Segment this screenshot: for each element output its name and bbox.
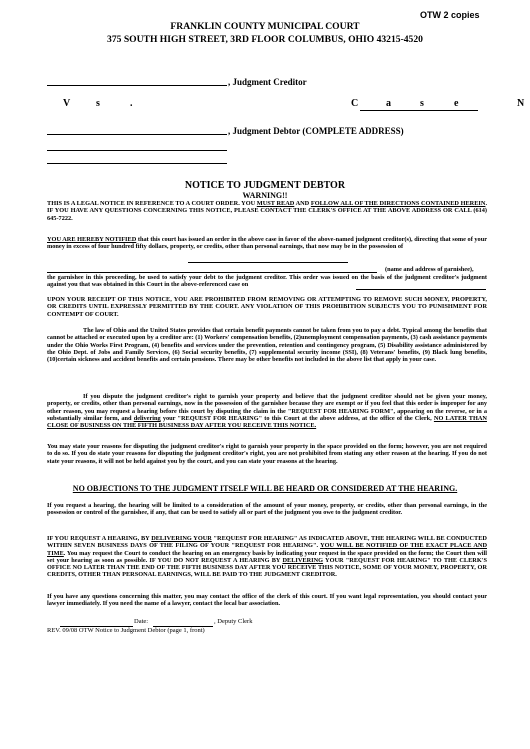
request-hearing-paragraph: IF YOU REQUEST A HEARING, BY DELIVERING YOUR "REQUEST FOR HEARING" AS INDICATED ABOVE, THE HEARING WILL BE CONDUCTED WITHIN SEVEN BUSINESS DAYS OF THE FILING OF YOUR "REQUEST FOR HEARING". YOU WILL BE NOTIFIED OF THE EXACT PLACE AND TIME. You may request the Court to conduct the hearing on an emergency basis by indicating your request in the space provided on the form; the Court then will set your hearing as soon as possible. IF YOU DO NOT REQUEST A HEARING BY DELIVERING YOUR "REQUEST FOR HEARING" TO THE CLERK'S OFFICE NO LATER THAN THE END OF THE FIFTH BUSINESS DAY AFTER YOU RECEIVE THIS NOTICE, SOME OF YOUR MONEY, PROPERTY, OR CREDITS, OTHER THAN PERSONAL EARNINGS, WILL BE PAID TO THE JUDGMENT CREDITOR. (47, 535, 487, 579)
warning-paragraph: THIS IS A LEGAL NOTICE IN REFERENCE TO A COURT ORDER. YOU MUST READ AND FOLLOW ALL OF THE DIRECTIONS CONTAINED HEREIN. IF YOU HAVE ANY QUESTIONS CONCERNING THIS NOTICE, PLEASE CONTACT THE CLERK'S OFFICE AT THE ABOVE ADDRESS OR CALL (614) 645-7222. (47, 200, 488, 222)
case-number-line[interactable] (360, 110, 478, 111)
court-name: FRANKLIN COUNTY MUNICIPAL COURT (170, 21, 360, 32)
garnishee-paragraph: the garnishee in this proceeding, be used to satisfy your debt to the judgment creditor. This order was issued on the basis of the judgment creditor's judgment against you that was obtained in this Court in the above-referenced case on (47, 274, 487, 289)
reasons-paragraph: You may state your reasons for disputing the judgment creditor's right to garnish your property in the space provided on the form; however, you are not required to do so. If you do state your reasons for disputing the judgment creditor's right, you are not prohibited from stating any other reason at the hearing. If you do not state your reasons, it will not be held against you by the court, and you can state your reasons at the hearing. (47, 443, 487, 465)
dispute-paragraph: If you dispute the judgment creditor's right to garnish your property and believe that the judgment creditor should not be given your money, property, or credits, other than personal earnings, now in the possession of the garnishee because they are exempt or if you feel that this order is improper for any other reason, you may request a hearing before this court by disputing the claim in the "REQUEST FOR HEARING FORM", appearing on the reverse, or in a substantially similar form, and delivering your "REQUEST FOR HEARING" to this Court at the above address, at the office of the Clerk, NO LATER THAN CLOSE OF BUSINESS ON THE FIFTH BUSINESS DAY AFTER YOU RECEIVE THIS NOTICE. (47, 393, 487, 430)
notice-warning-heading: WARNING!! (242, 191, 288, 200)
deputy-clerk-label: , Deputy Clerk (214, 618, 253, 625)
garnishee-name-line[interactable] (47, 272, 377, 273)
judgment-debtor-line[interactable] (47, 134, 227, 135)
exemptions-paragraph: The law of Ohio and the United States provides that certain benefit payments cannot be taken from you to pay a debt. Typical among the benefits that cannot be attached or executed upon by a creditor are: (1) Workers' compensation benefits, (2)unemployment compensation payments, (3) cash assistance payments under the Ohio Works First Program, (4) benefits and services under the prevention, retention and contingency program, (5) Disability assistance administered by the Ohio Dept. of Jobs and Family Services, (6) Social security benefits, (7) supplemental security income (SSI), (8) Veterans' benefits, (9) Black lung benefits, (10)certain sickness and accident benefits and certain pensions. There may be other benefits not included in the above list that apply in your case. (47, 327, 487, 364)
garnishee-possession-line[interactable] (188, 262, 348, 263)
notified-paragraph: YOU ARE HEREBY NOTIFIED that this court has issued an order in the above case in favor of the above-named judgment creditor(s), directing that some of your money in excess of four hundred fifty dollars, property, or credits, other than personal earnings, that now may be in the possession of (47, 236, 487, 251)
no-objections-heading: NO OBJECTIONS TO THE JUDGMENT ITSELF WILL BE HEARD OR CONSIDERED AT THE HEARING. (72, 484, 458, 493)
judgment-date-line[interactable] (356, 289, 486, 290)
form-revision: REV. 09/08 OTW Notice to Judgment Debtor (page 1, front) (47, 627, 205, 634)
court-address: 375 SOUTH HIGH STREET, 3RD FLOOR COLUMBUS, OHIO 43215-4520 (107, 34, 423, 45)
case-letter-a: a (386, 98, 391, 109)
case-letter-n: N (517, 98, 525, 109)
debtor-address-line-2[interactable] (47, 163, 227, 164)
case-letter-c: C (351, 98, 359, 109)
questions-paragraph: If you have any questions concerning this matter, you may contact the office of the clerk of this court. If you want legal representation, you should contact your lawyer immediately. If you need the name of a lawyer, contact the local bar association. (47, 593, 487, 608)
vs-letter-v: V (63, 98, 71, 109)
receipt-paragraph: UPON YOUR RECEIPT OF THIS NOTICE, YOU ARE PROHIBITED FROM REMOVING OR ATTEMPTING TO REMOVE SUCH MONEY, PROPERTY, OR CREDITS UNTIL EXPRESSLY PERMITTED BY THE COURT. ANY VIOLATION OF THIS PROHIBITION SUBJECTS YOU TO PUNISHMENT FOR CONTEMPT OF COURT. (47, 296, 487, 318)
garnishee-label: (name and address of garnishee), (385, 266, 474, 273)
date-label: Date: (134, 618, 149, 625)
notice-title: NOTICE TO JUDGMENT DEBTOR (184, 180, 346, 191)
copies-note: OTW 2 copies (420, 10, 480, 20)
judgment-debtor-label: , Judgment Debtor (COMPLETE ADDRESS) (228, 126, 404, 136)
vs-letter-s: s (96, 98, 100, 109)
limited-paragraph: If you request a hearing, the hearing will be limited to a consideration of the amount of your money, property, or credits, other than personal earnings, in the possession or control of the garnishee, if any, that can be used to satisfy all or part of the judgment you owe to the judgment creditor. (47, 502, 487, 517)
debtor-address-line-1[interactable] (47, 150, 227, 151)
vs-period: . (130, 98, 133, 109)
case-letter-s: s (420, 98, 424, 109)
judgment-creditor-line[interactable] (47, 85, 227, 86)
case-letter-e: e (454, 98, 459, 109)
judgment-creditor-label: , Judgment Creditor (228, 77, 307, 87)
